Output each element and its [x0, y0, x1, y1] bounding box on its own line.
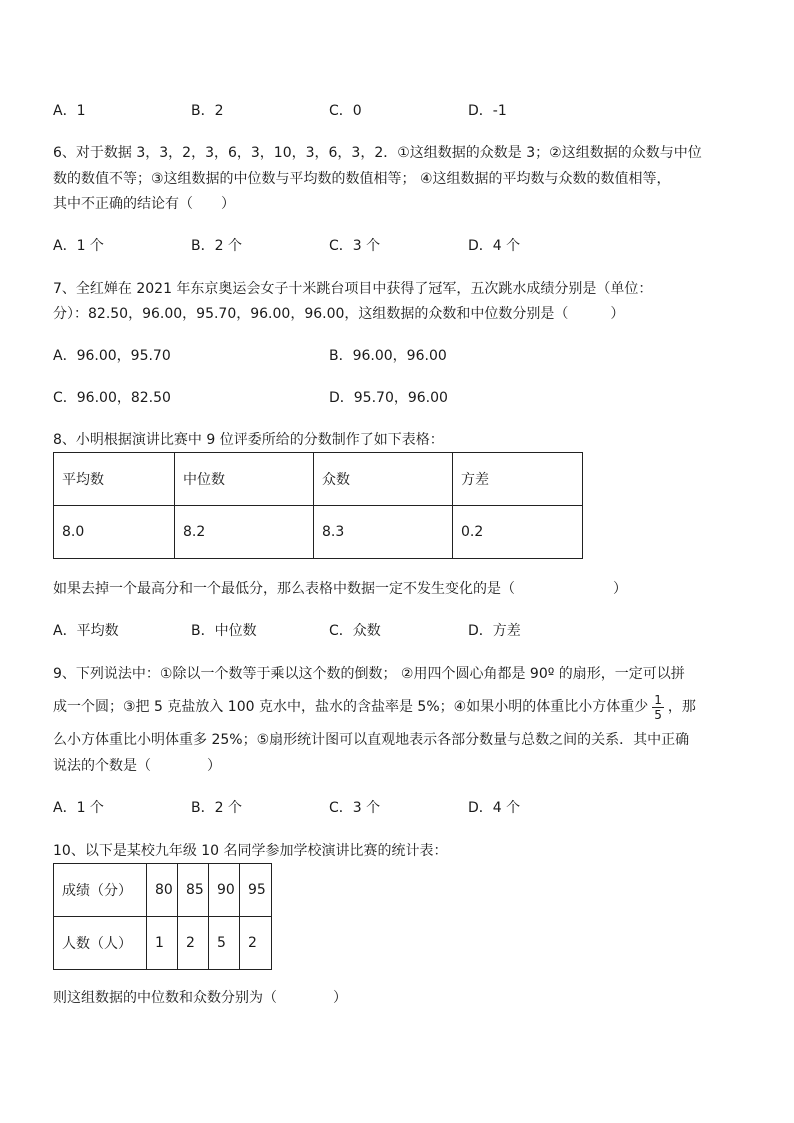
q6-option-c: C．3 个 [329, 238, 381, 254]
q10-intro: 10、以下是某校九年级 10 名同学参加学校演讲比赛的统计表： [53, 843, 448, 859]
q8-header-mean: 平均数 [54, 453, 175, 506]
q10-score-cell: 95 [240, 864, 272, 917]
q10-score-cell: 90 [209, 864, 240, 917]
q9-fraction-denominator: 5 [654, 707, 662, 722]
q7-option-b: B．96.00，96.00 [329, 348, 447, 364]
q8-option-a: A．平均数 [53, 623, 119, 639]
q10-count-cell: 2 [178, 917, 209, 970]
q9-fraction-numerator: 1 [654, 692, 662, 707]
q7-option-a: A．96.00，95.70 [53, 348, 171, 364]
q8-value-mean: 8.0 [54, 506, 175, 559]
q9-text-line-2 [53, 690, 696, 724]
q6-text-line-2: 数的数值不等；③这组数据的中位数与平均数的数值相等； ④这组数据的平均数与众数的数值相等， [53, 171, 671, 187]
q9-text-line-2-tail: ，那 [667, 699, 696, 715]
q5-option-c: C．0 [329, 103, 362, 119]
q9-option-c: C．3 个 [329, 800, 381, 816]
q5-option-d: D．-1 [468, 103, 507, 119]
q8-value-median: 8.2 [175, 506, 314, 559]
q9-option-d: D．4 个 [468, 800, 521, 816]
q10-count-cell: 5 [209, 917, 240, 970]
q7-text-line-2: 分）：82.50，96.00，95.70，96.00，96.00，这组数据的众数和中位数分别是（ ） [53, 306, 625, 322]
q8-value-mode: 8.3 [314, 506, 453, 559]
q6-text-line-3: 其中不正确的结论有（ ） [53, 196, 235, 212]
q8-header-mode: 众数 [314, 453, 453, 506]
q6-option-d: D．4 个 [468, 238, 521, 254]
q8-header-median: 中位数 [175, 453, 314, 506]
q6-option-b: B．2 个 [191, 238, 242, 254]
q9-text-line-4: 说法的个数是（ ） [53, 758, 221, 774]
q8-option-d: D．方差 [468, 623, 521, 639]
q5-option-a: A．1 [53, 103, 86, 119]
q8-question: 如果去掉一个最高分和一个最低分，那么表格中数据一定不发生变化的是（ ） [53, 581, 627, 597]
q10-count-cell: 2 [240, 917, 272, 970]
q9-option-b: B．2 个 [191, 800, 242, 816]
q5-option-b: B．2 [191, 103, 224, 119]
q10-row2-label: 人数（人） [54, 917, 147, 970]
q6-option-a: A．1 个 [53, 238, 104, 254]
q8-option-b: B．中位数 [191, 623, 257, 639]
q7-option-c: C．96.00，82.50 [53, 390, 171, 406]
q7-option-d: D．95.70，96.00 [329, 390, 448, 406]
q8-option-c: C．众数 [329, 623, 381, 639]
q10-score-cell: 85 [178, 864, 209, 917]
q8-stats-table [53, 452, 583, 559]
q10-stats-table [53, 863, 272, 970]
q10-score-cell: 80 [147, 864, 178, 917]
q7-text-line-1: 7、全红婵在 2021 年东京奥运会女子十米跳台项目中获得了冠军，五次跳水成绩分别是（单位： [53, 281, 653, 297]
q10-question: 则这组数据的中位数和众数分别为（ ） [53, 990, 347, 1006]
q9-text-line-3: 么小方体重比小明体重多 25%；⑤扇形统计图可以直观地表示各部分数量与总数之间的关系．其中正确 [53, 732, 690, 748]
q8-intro: 8、小明根据演讲比赛中 9 位评委所给的分数制作了如下表格： [53, 432, 444, 448]
q8-header-variance: 方差 [453, 453, 583, 506]
q10-count-cell: 1 [147, 917, 178, 970]
q6-text-line-1: 6、对于数据 3，3，2，3，6，3，10，3，6，3，2．①这组数据的众数是 3；②这组数据的众数与中位 [53, 145, 702, 161]
q9-text-line-2-main: 成一个圆；③把 5 克盐放入 100 克水中，盐水的含盐率是 5%；④如果小明的体重比小方体重少 [53, 699, 649, 715]
q8-value-variance: 0.2 [453, 506, 583, 559]
q9-text-line-1: 9、下列说法中：①除以一个数等于乘以这个数的倒数； ②用四个圆心角都是 90º 的扇形，一定可以拼 [53, 666, 685, 682]
q9-option-a: A．1 个 [53, 800, 104, 816]
q9-fraction [652, 693, 664, 722]
q10-row1-label: 成绩（分） [54, 864, 147, 917]
